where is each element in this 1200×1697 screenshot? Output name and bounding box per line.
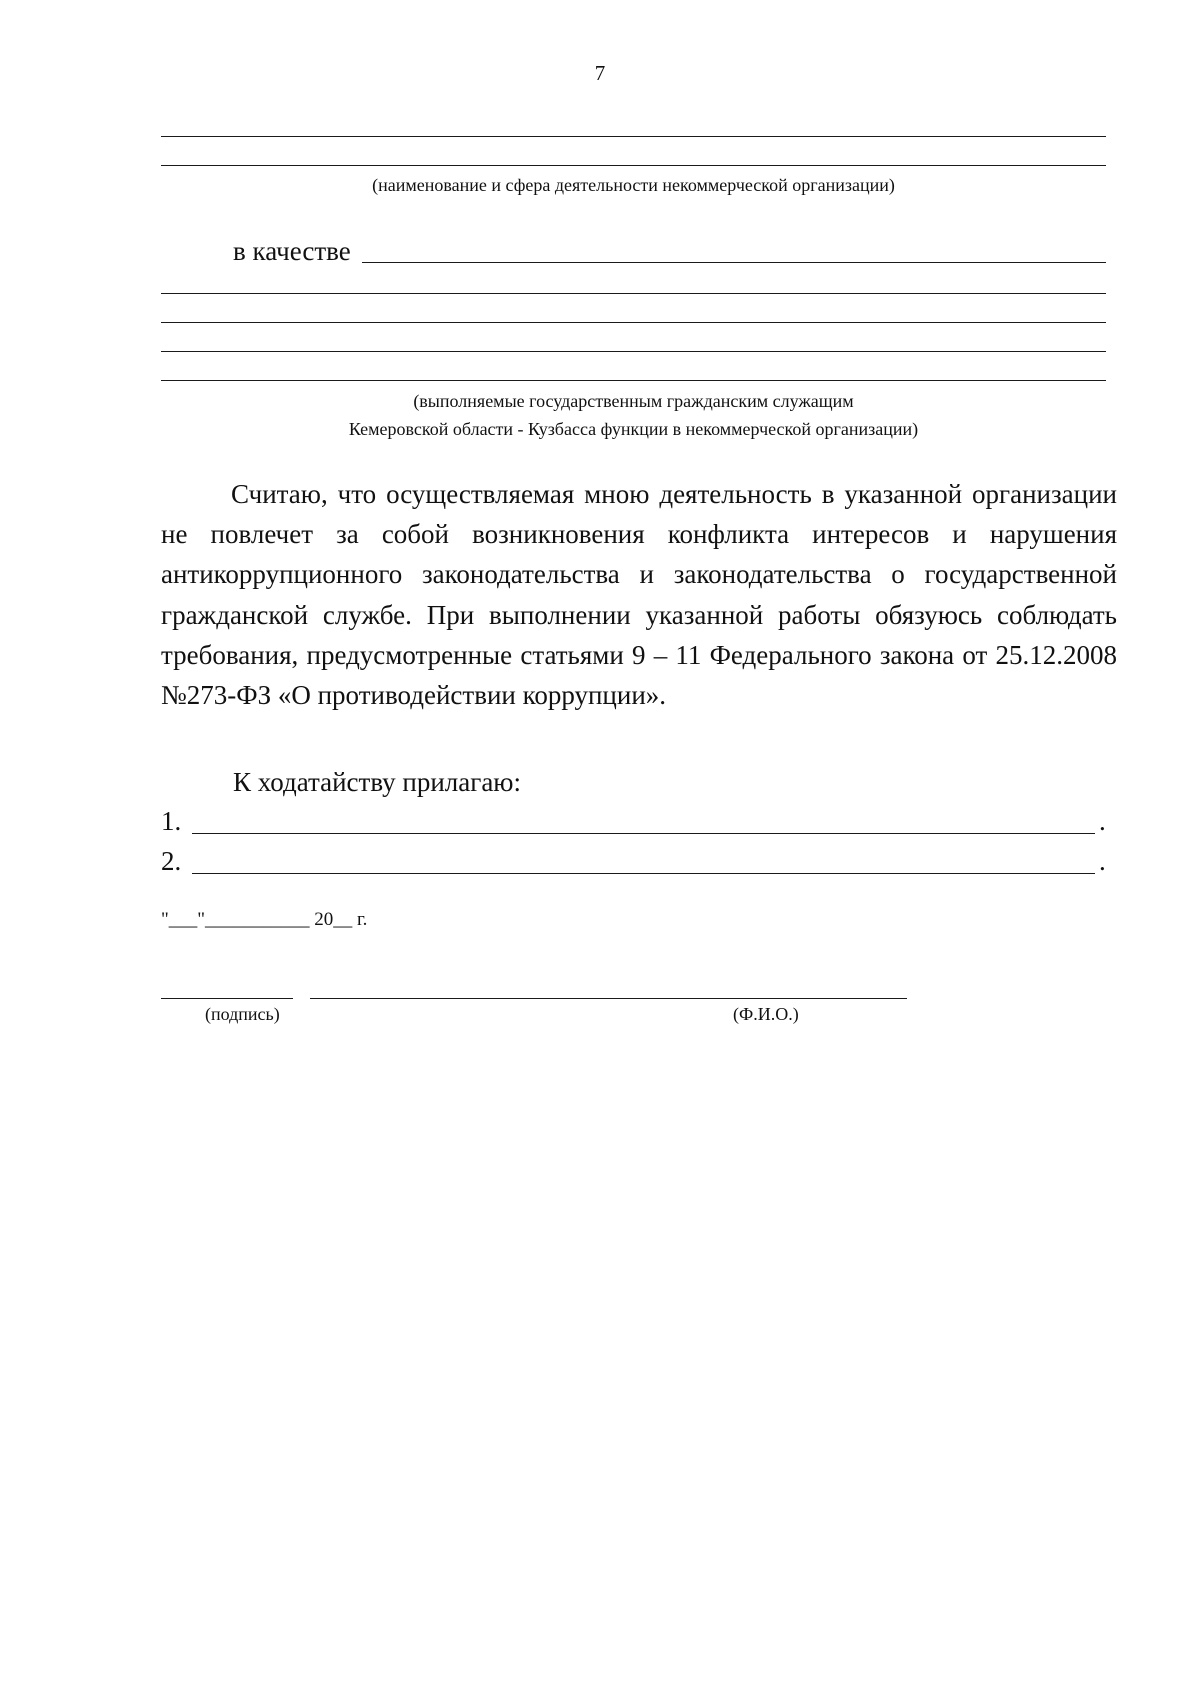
- role-label: в качестве: [233, 236, 351, 266]
- functions-caption-line-2: Кемеровской области - Кузбасса функции в некоммерческой организации): [348, 419, 919, 439]
- page-number: 7: [594, 61, 606, 85]
- org-name-line-1[interactable]: [161, 136, 1106, 137]
- fio-line[interactable]: [310, 998, 907, 999]
- statement-text: Считаю, что осуществляемая мною деятельность в указанной организации не повлечет за собой возникновения конфликта интересов и нарушения антикоррупционного законодательства и законодательства о государственной гражданской службе. При выполнении указанной работы обязуюсь соблюдать требования, предусмотренные статьями 9 – 11 Федерального закона от 25.12.2008 №273-ФЗ «О противодействии коррупции».: [161, 479, 1117, 711]
- attachment-2-end: .: [1099, 846, 1106, 876]
- attachment-1-number: 1.: [161, 806, 182, 836]
- role-line[interactable]: [362, 262, 1106, 263]
- fio-caption: (Ф.И.О.): [733, 1004, 799, 1024]
- attachment-2-number: 2.: [161, 846, 182, 876]
- functions-caption-line-1: (выполняемые государственным гражданским служащим: [413, 391, 854, 411]
- signature-caption: (подпись): [205, 1004, 280, 1024]
- functions-line-4[interactable]: [161, 380, 1106, 381]
- org-name-line-2[interactable]: [161, 165, 1106, 166]
- attachment-1-end: .: [1099, 806, 1106, 836]
- functions-line-3[interactable]: [161, 351, 1106, 352]
- attachment-1-line[interactable]: [192, 833, 1095, 834]
- statement-paragraph: [161, 474, 1117, 715]
- attachment-2-line[interactable]: [192, 873, 1095, 874]
- functions-line-2[interactable]: [161, 322, 1106, 323]
- signature-line[interactable]: [161, 998, 293, 999]
- org-caption: (наименование и сфера деятельности некоммерческой организации): [372, 175, 895, 195]
- attachments-intro: К ходатайству прилагаю:: [233, 767, 521, 797]
- date-line[interactable]: "___"___________ 20__ г.: [161, 909, 368, 930]
- functions-line-1[interactable]: [161, 293, 1106, 294]
